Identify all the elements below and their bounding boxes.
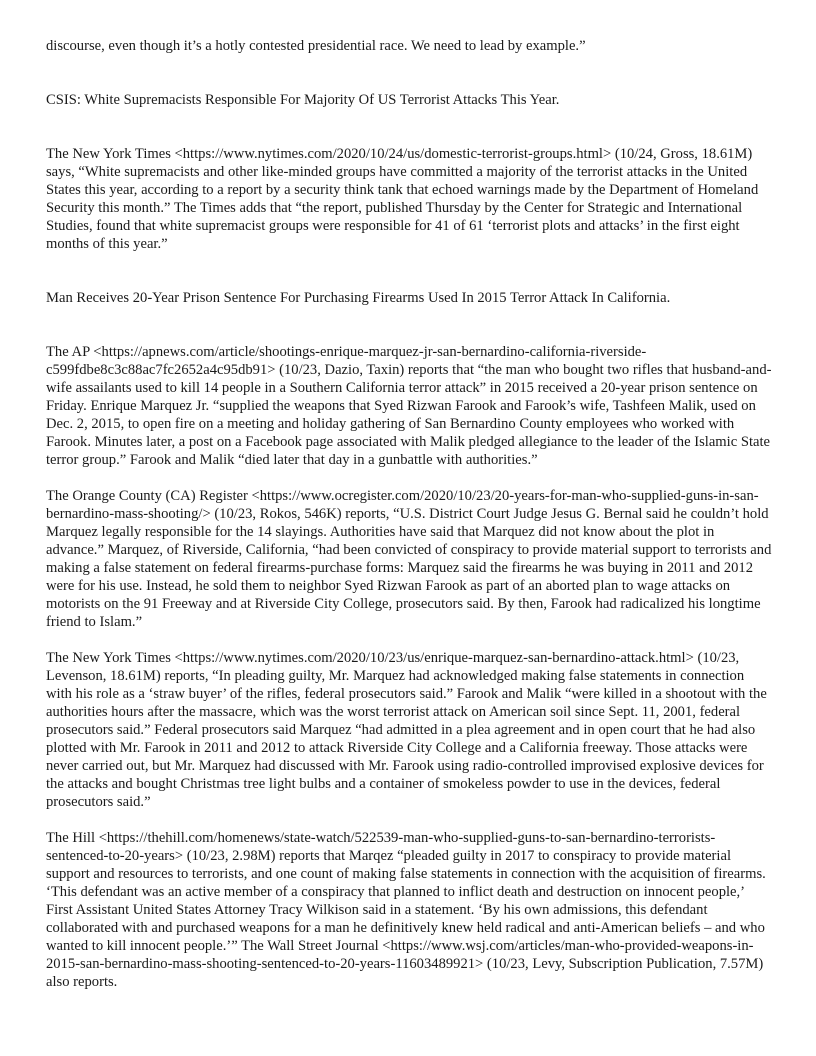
spacer: [46, 307, 772, 343]
spacer: [46, 469, 772, 487]
document-body: [46, 37, 772, 991]
spacer: [46, 811, 772, 829]
paragraph-oc-register: The Orange County (CA) Register <https://www.ocregister.com/2020/10/23/20-years-for-man-who-supplied-guns-in-san-bernardino-mass-shooting/> (10/23, Rokos, 546K) reports, “U.S. District Court Judge Jesus G. Bernal said he couldn’t hold Marquez legally responsible for the 14 slayings. Authorities have said that Marquez did not know about the plot in advance.” Marquez, of Riverside, California, “had been convicted of conspiracy to provide material support to terrorists and making a false statement on federal firearms-purchase forms: Marquez said the firearms he was buying in 2011 and 2012 were for his use. Instead, he sold them to neighbor Syed Rizwan Farook as part of an aborted plan to wage attacks on motorists on the 91 Freeway and at Riverside City College, prosecutors said. By then, Farook had radicalized his longtime friend to Islam.”: [46, 488, 772, 630]
headline-prison-sentence: Man Receives 20-Year Prison Sentence For Purchasing Firearms Used In 2015 Terror Attack In California.: [46, 290, 671, 306]
paragraph-ap: The AP <https://apnews.com/article/shootings-enrique-marquez-jr-san-bernardino-california-riverside-c599fdbe8c3c88ac7fc2652a4c95db91> (10/23, Dazio, Taxin) reports that “the man who bought two rifles that husband-and-wife assailants used to kill 14 people in a Southern California terror attack” in 2015 received a 20-year prison sentence on Friday. Enrique Marquez Jr. “supplied the weapons that Syed Rizwan Farook and Farook’s wife, Tashfeen Malik, used on Dec. 2, 2015, to open fire on a meeting and holiday gathering of San Bernardino County employees who worked with Farook. Minutes later, a post on a Facebook page associated with Malik pledged allegiance to the leader of the Islamic State terror group.” Farook and Malik “died later that day in a gunbattle with authorities.”: [46, 344, 772, 468]
spacer: [46, 55, 772, 91]
headline-csis: CSIS: White Supremacists Responsible For Majority Of US Terrorist Attacks This Year.: [46, 92, 560, 108]
paragraph-the-hill: The Hill <https://thehill.com/homenews/state-watch/522539-man-who-supplied-guns-to-san-bernardino-terrorists-sentenced-to-20-years> (10/23, 2.98M) reports that Marqez “pleaded guilty in 2017 to conspiracy to provide material support and resources to terrorists, and one count of making false statements in connection with the acquisition of firearms. ‘This defendant was an active member of a conspiracy that planned to inflict death and destruction on innocent people,’ First Assistant United States Attorney Tracy Wilkison said in a statement. ‘By his own admissions, this defendant collaborated with and purchased weapons for a man he definitively knew held radical and anti-American beliefs – and who wanted to kill innocent people.’” The Wall Street Journal <https://www.wsj.com/articles/man-who-provided-weapons-in-2015-san-bernardino-mass-shooting-sentenced-to-20-years-11603489921> (10/23, Levy, Subscription Publication, 7.57M) also reports.: [46, 830, 766, 990]
paragraph-nyt-domestic-terror: The New York Times <https://www.nytimes.com/2020/10/24/us/domestic-terrorist-groups.html> (10/24, Gross, 18.61M) says, “White supremacists and other like-minded groups have committed a majority of the terrorist attacks in the United States this year, according to a report by a security think tank that echoed warnings made by the Department of Homeland Security this month.” The Times adds that “the report, published Thursday by the Center for Strategic and International Studies, found that white supremacist groups were responsible for 41 of 61 ‘terrorist plots and attacks’ in the first eight months of this year.”: [46, 146, 759, 252]
spacer: [46, 253, 772, 289]
paragraph-continuation: discourse, even though it’s a hotly contested presidential race. We need to lead by example.”: [46, 38, 586, 54]
paragraph-nyt-marquez: The New York Times <https://www.nytimes.com/2020/10/23/us/enrique-marquez-san-bernardino-attack.html> (10/23, Levenson, 18.61M) reports, “In pleading guilty, Mr. Marquez had acknowledged making false statements in connection with his role as a ‘straw buyer’ of the rifles, federal prosecutors said.” Farook and Malik “were killed in a shootout with the authorities hours after the massacre, which was the worst terrorist attack on American soil since Sept. 11, 2001, federal prosecutors said.” Federal prosecutors said Marquez “had admitted in a plea agreement and in open court that he had also plotted with Mr. Farook in 2011 and 2012 to attack Riverside City College and a California freeway. Those attacks were never carried out, but Mr. Marquez had discussed with Mr. Farook using radio-controlled improvised explosive devices for the attacks and bought Christmas tree light bulbs and a container of smokeless powder to use in the devices, federal prosecutors said.”: [46, 650, 767, 810]
spacer: [46, 109, 772, 145]
spacer: [46, 631, 772, 649]
